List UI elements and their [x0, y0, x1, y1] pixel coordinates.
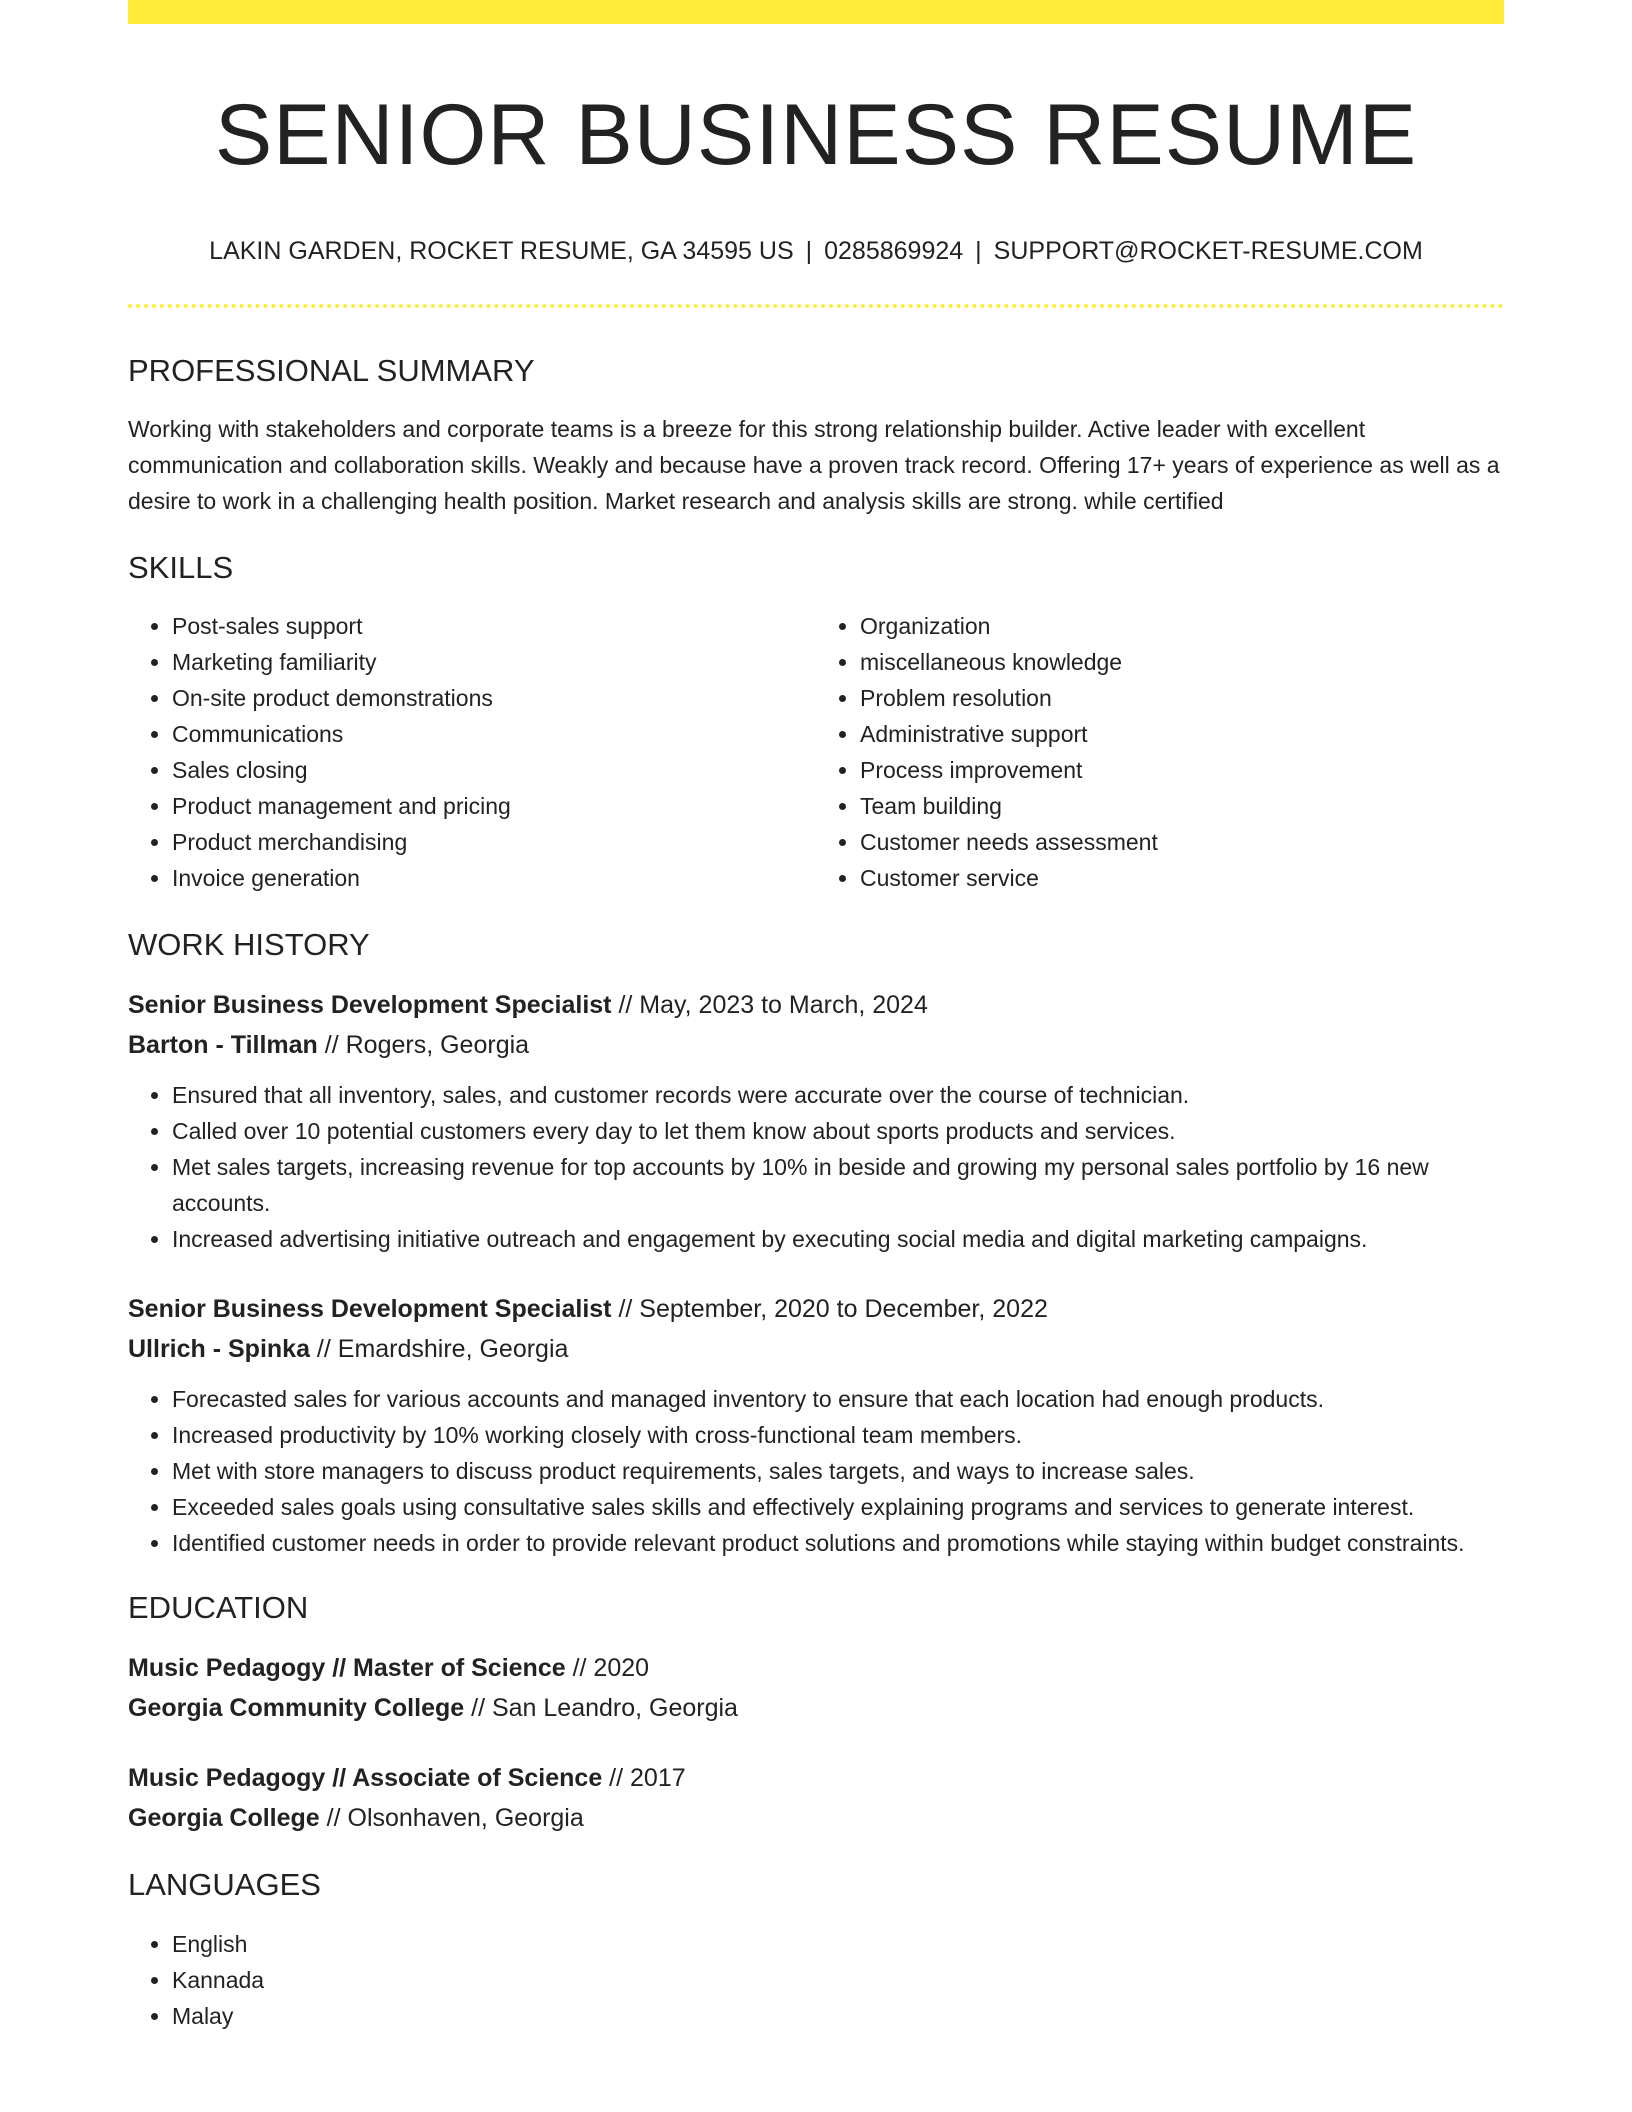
section-title-skills: SKILLS	[128, 549, 234, 585]
job-company: Ullrich - Spinka	[128, 1335, 310, 1364]
education-year: // 2020	[565, 1654, 650, 1683]
job-bullet: • Increased productivity by 10% working closely with cross-functional team members.	[172, 1417, 1504, 1453]
job-role-line	[128, 985, 1504, 1025]
skill-item: • Administrative support	[860, 716, 1504, 752]
section-title-work-history: WORK HISTORY	[128, 927, 370, 963]
summary-text: Working with stakeholders and corporate teams is a breeze for this strong relationship builder. Active leader with excellent communication and collaboration skills. Weakly and because have a proven track record. Offering 17+ years of experience as well as a desire to work in a challenging health position. Market research and analysis skills are strong. while certified	[128, 415, 1500, 514]
language-item: • Malay	[172, 1998, 1504, 2034]
job-bullet: • Met sales targets, increasing revenue for top accounts by 10% in beside and growing my personal sales portfolio by 16 new accounts.	[172, 1149, 1504, 1221]
languages-list	[128, 1926, 1504, 2034]
skill-item: • Customer needs assessment	[860, 824, 1504, 860]
language-item: • Kannada	[172, 1962, 1504, 1998]
job-role-line	[128, 1289, 1504, 1329]
job-company-line	[128, 1329, 1504, 1369]
skill-item: • Invoice generation	[172, 860, 816, 896]
education-school: Georgia Community College	[128, 1694, 465, 1723]
skill-item: • miscellaneous knowledge	[860, 644, 1504, 680]
education-location: // Olsonhaven, Georgia	[319, 1804, 584, 1833]
resume-title: SENIOR BUSINESS RESUME	[214, 87, 1418, 183]
job-bullet: • Met with store managers to discuss product requirements, sales targets, and ways to increase sales.	[172, 1453, 1504, 1489]
job-bullet: • Increased advertising initiative outreach and engagement by executing social media and digital marketing campaigns.	[172, 1221, 1504, 1257]
job-dates: // September, 2020 to December, 2022	[611, 1295, 1048, 1324]
skill-item: • Problem resolution	[860, 680, 1504, 716]
job-bullet: • Called over 10 potential customers every day to let them know about sports products and services.	[172, 1113, 1504, 1149]
education-entry	[128, 1648, 1504, 1728]
job-company: Barton - Tillman	[128, 1031, 318, 1060]
skill-item: • Process improvement	[860, 752, 1504, 788]
skill-item: • Marketing familiarity	[172, 644, 816, 680]
contact-address: LAKIN GARDEN, ROCKET RESUME, GA 34595 US	[209, 237, 794, 266]
job-location: // Rogers, Georgia	[317, 1031, 530, 1060]
section-title-languages: LANGUAGES	[128, 1867, 321, 1903]
accent-top-bar	[128, 0, 1504, 24]
section-title-education: EDUCATION	[128, 1590, 309, 1626]
job-header	[128, 985, 1504, 1065]
job-entry	[128, 985, 1504, 1257]
education-location: // San Leandro, Georgia	[464, 1694, 738, 1723]
job-entry	[128, 1289, 1504, 1561]
skills-list-right	[816, 608, 1504, 896]
education-school: Georgia College	[128, 1804, 320, 1833]
language-item: • English	[172, 1926, 1504, 1962]
contact-phone: 0285869924	[824, 237, 964, 266]
job-header	[128, 1289, 1504, 1369]
education-school-line	[128, 1798, 1504, 1838]
skills-grid	[128, 608, 1504, 896]
education-school-line	[128, 1688, 1504, 1728]
skill-item: • Communications	[172, 716, 816, 752]
skills-list-left	[128, 608, 816, 896]
skill-item: • Product merchandising	[172, 824, 816, 860]
job-bullet: • Identified customer needs in order to provide relevant product solutions and promotions while staying within budget constraints.	[172, 1525, 1504, 1561]
skill-item: • Organization	[860, 608, 1504, 644]
job-bullet: • Forecasted sales for various accounts and managed inventory to ensure that each location had enough products.	[172, 1381, 1504, 1417]
job-company-line	[128, 1025, 1504, 1065]
job-bullet: • Exceeded sales goals using consultative sales skills and effectively explaining programs and services to generate interest.	[172, 1489, 1504, 1525]
skill-item: • On-site product demonstrations	[172, 680, 816, 716]
education-degree-line	[128, 1648, 1504, 1688]
contact-email[interactable]: SUPPORT@ROCKET-RESUME.COM	[993, 237, 1423, 266]
education-degree: Music Pedagogy // Associate of Science	[128, 1764, 603, 1793]
job-role: Senior Business Development Specialist	[128, 1295, 612, 1324]
education-degree-line	[128, 1758, 1504, 1798]
dotted-divider	[128, 304, 1504, 308]
section-title-summary: PROFESSIONAL SUMMARY	[128, 352, 535, 388]
contact-line	[128, 235, 1504, 268]
education-degree: Music Pedagogy // Master of Science	[128, 1654, 566, 1683]
skill-item: • Post-sales support	[172, 608, 816, 644]
skill-item: • Customer service	[860, 860, 1504, 896]
job-dates: // May, 2023 to March, 2024	[611, 991, 928, 1020]
job-bullets	[128, 1077, 1504, 1257]
contact-separator: |	[975, 237, 982, 266]
skill-item: • Product management and pricing	[172, 788, 816, 824]
education-year: // 2017	[602, 1764, 686, 1793]
resume-page	[128, 0, 1504, 2034]
skill-item: • Team building	[860, 788, 1504, 824]
job-location: // Emardshire, Georgia	[309, 1335, 569, 1364]
job-bullet: • Ensured that all inventory, sales, and customer records were accurate over the course of technician.	[172, 1077, 1504, 1113]
job-bullets	[128, 1381, 1504, 1561]
contact-separator: |	[805, 237, 813, 266]
skill-item: • Sales closing	[172, 752, 816, 788]
job-role: Senior Business Development Specialist	[128, 991, 612, 1020]
education-entry	[128, 1758, 1504, 1838]
